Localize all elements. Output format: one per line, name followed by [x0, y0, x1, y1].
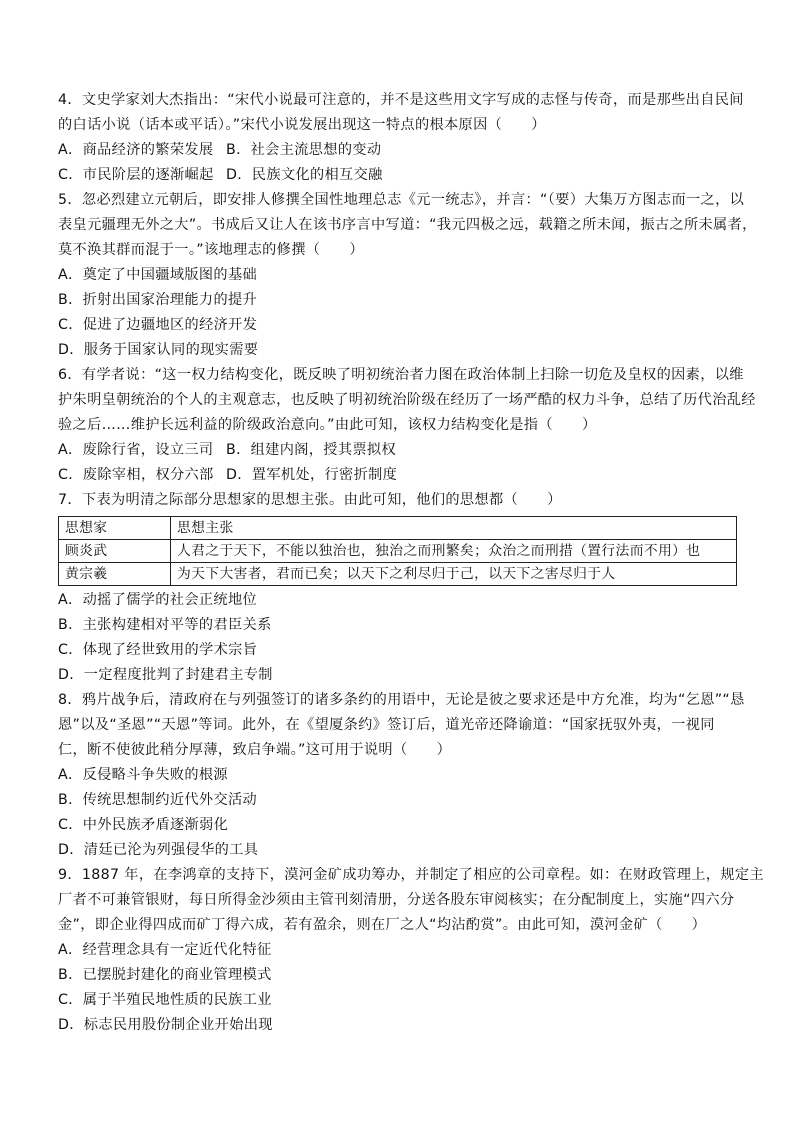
table-header-thinker: 思想家 [59, 517, 171, 540]
question-7-option-a[interactable]: A．动摇了儒学的社会正统地位 [58, 592, 258, 608]
question-6-option-a[interactable]: A．废除行省，设立三司 [58, 442, 214, 458]
table-cell-idea: 人君之于天下，不能以独治也，独治之而刑繁矣；众治之而刑措（置行法而不用）也 [171, 540, 737, 563]
table-row [59, 540, 737, 563]
question-8-option-a[interactable]: A．反侵略斗争失败的根源 [58, 767, 228, 783]
question-8-stem-line-3: 仁，断不使彼此稍分厚薄，致启争端。”这可用于说明（ ） [58, 742, 452, 758]
question-7-option-d[interactable]: D．一定程度批判了封建君主专制 [58, 667, 273, 683]
question-5 [58, 188, 757, 363]
question-8-option-c[interactable]: C．中外民族矛盾逐渐弱化 [58, 817, 229, 833]
question-9-option-a[interactable]: A．经营理念具有一定近代化特征 [58, 942, 272, 958]
question-5-stem-line-2: 表皇元疆理无外之大”。书成后又让人在该书序言中写道：“我元四极之远，载籍之所未闻，振古之所未属者， [58, 217, 757, 233]
question-9 [58, 863, 764, 1038]
question-8-option-d[interactable]: D．清廷已沦为列强侵华的工具 [58, 842, 259, 858]
question-6-stem-line-1: 6．有学者说：“这一权力结构变化，既反映了明初统治者力图在政治体制上扫除一切危及皇权的因素，以维 [58, 367, 744, 383]
question-9-stem-line-3: 金”，即企业得四成而矿丁得六成，若有盈余，则在厂之人“均沾酌赏”。由此可知，漠河金矿（ ） [58, 917, 707, 933]
question-7-option-c[interactable]: C．体现了经世致用的学术宗旨 [58, 642, 258, 658]
question-5-stem-line-3: 莫不涣其群而混于一。”该地理志的修撰（ ） [58, 242, 364, 258]
table-row [59, 563, 737, 586]
question-9-option-b[interactable]: B．已摆脱封建化的商业管理模式 [58, 967, 272, 983]
question-5-option-c[interactable]: C．促进了边疆地区的经济开发 [58, 317, 258, 333]
question-4-stem-line-2: 的白话小说（话本或平话）。”宋代小说发展出现这一特点的根本原因（ ） [58, 117, 546, 133]
table-cell-idea: 为天下大害者，君而已矣；以天下之利尽归于己，以天下之害尽归于人 [171, 563, 737, 586]
question-5-option-b[interactable]: B．折射出国家治理能力的提升 [58, 292, 258, 308]
question-6-options-row-1 [58, 438, 748, 463]
question-7 [58, 488, 748, 688]
question-4-stem-line-1: 4．文史学家刘大杰指出：“宋代小说最可注意的，并不是这些用文字写成的志怪与传奇，而是那些出自民间 [58, 92, 744, 108]
table-header-idea: 思想主张 [171, 517, 737, 540]
question-9-stem-line-1: 9．1887 年，在李鸿章的支持下，漠河金矿成功筹办，并制定了相应的公司章程。如：在财政管理上，规定主 [58, 867, 764, 883]
question-list [58, 88, 764, 1038]
question-8-stem-line-2: 恩”以及“圣恩”“天恩”等词。此外，在《望厦条约》签订后，道光帝还降谕道：“国家抚驭外夷，一视同 [58, 717, 715, 733]
question-4 [58, 88, 748, 188]
question-6 [58, 363, 756, 488]
question-9-option-d[interactable]: D．标志民用股份制企业开始出现 [58, 1017, 273, 1033]
table-cell-thinker: 顾炎武 [59, 540, 171, 563]
question-9-option-c[interactable]: C．属于半殖民地性质的民族工业 [58, 992, 272, 1008]
question-4-option-c[interactable]: C．市民阶层的逐渐崛起 [58, 167, 214, 183]
question-7-option-b[interactable]: B．主张构建相对平等的君臣关系 [58, 617, 272, 633]
question-4-options-row-1 [58, 138, 748, 163]
question-6-option-d[interactable]: D．置军机处，行密折制度 [226, 467, 398, 483]
question-5-option-a[interactable]: A．奠定了中国疆域版图的基础 [58, 267, 258, 283]
question-9-stem-line-2: 厂者不可兼管银财，每日所得金沙须由主管刊刻清册，分送各股东审阅核实；在分配制度上，实施“四六分 [58, 892, 735, 908]
question-6-stem-line-2: 护朱明皇朝统治的个人的主观意志，也反映了明初统治阶级在经历了一场严酷的权力斗争，总结了历代治乱经 [58, 392, 756, 408]
table-cell-thinker: 黄宗羲 [59, 563, 171, 586]
question-6-stem-line-3: 验之后……维护长远利益的阶级政治意向。”由此可知，该权力结构变化是指（ ） [58, 417, 597, 433]
thinkers-table [58, 516, 737, 586]
question-6-options-row-2 [58, 463, 748, 488]
question-4-option-b[interactable]: B．社会主流思想的变动 [226, 142, 382, 158]
question-4-option-a[interactable]: A．商品经济的繁荣发展 [58, 142, 214, 158]
question-6-option-b[interactable]: B．组建内阁，授其票拟权 [226, 442, 396, 458]
question-6-option-c[interactable]: C．废除宰相，权分六部 [58, 467, 214, 483]
question-5-stem-line-1: 5．忽必烈建立元朝后，即安排人修撰全国性地理总志《元一统志》，并言：“（要）大集万方图志而一之，以 [58, 192, 745, 208]
question-8-stem-line-1: 8．鸦片战争后，清政府在与列强签订的诸多条约的用语中，无论是彼之要求还是中方允准，均为“乞恩”“恳 [58, 692, 745, 708]
question-8 [58, 688, 748, 863]
question-8-option-b[interactable]: B．传统思想制约近代外交活动 [58, 792, 258, 808]
table-header-row [59, 517, 737, 540]
question-7-stem-line-1: 7．下表为明清之际部分思想家的思想主张。由此可知，他们的思想都（ ） [58, 492, 562, 508]
question-5-option-d[interactable]: D．服务于国家认同的现实需要 [58, 342, 259, 358]
question-4-options-row-2 [58, 163, 748, 188]
question-4-option-d[interactable]: D．民族文化的相互交融 [226, 167, 383, 183]
